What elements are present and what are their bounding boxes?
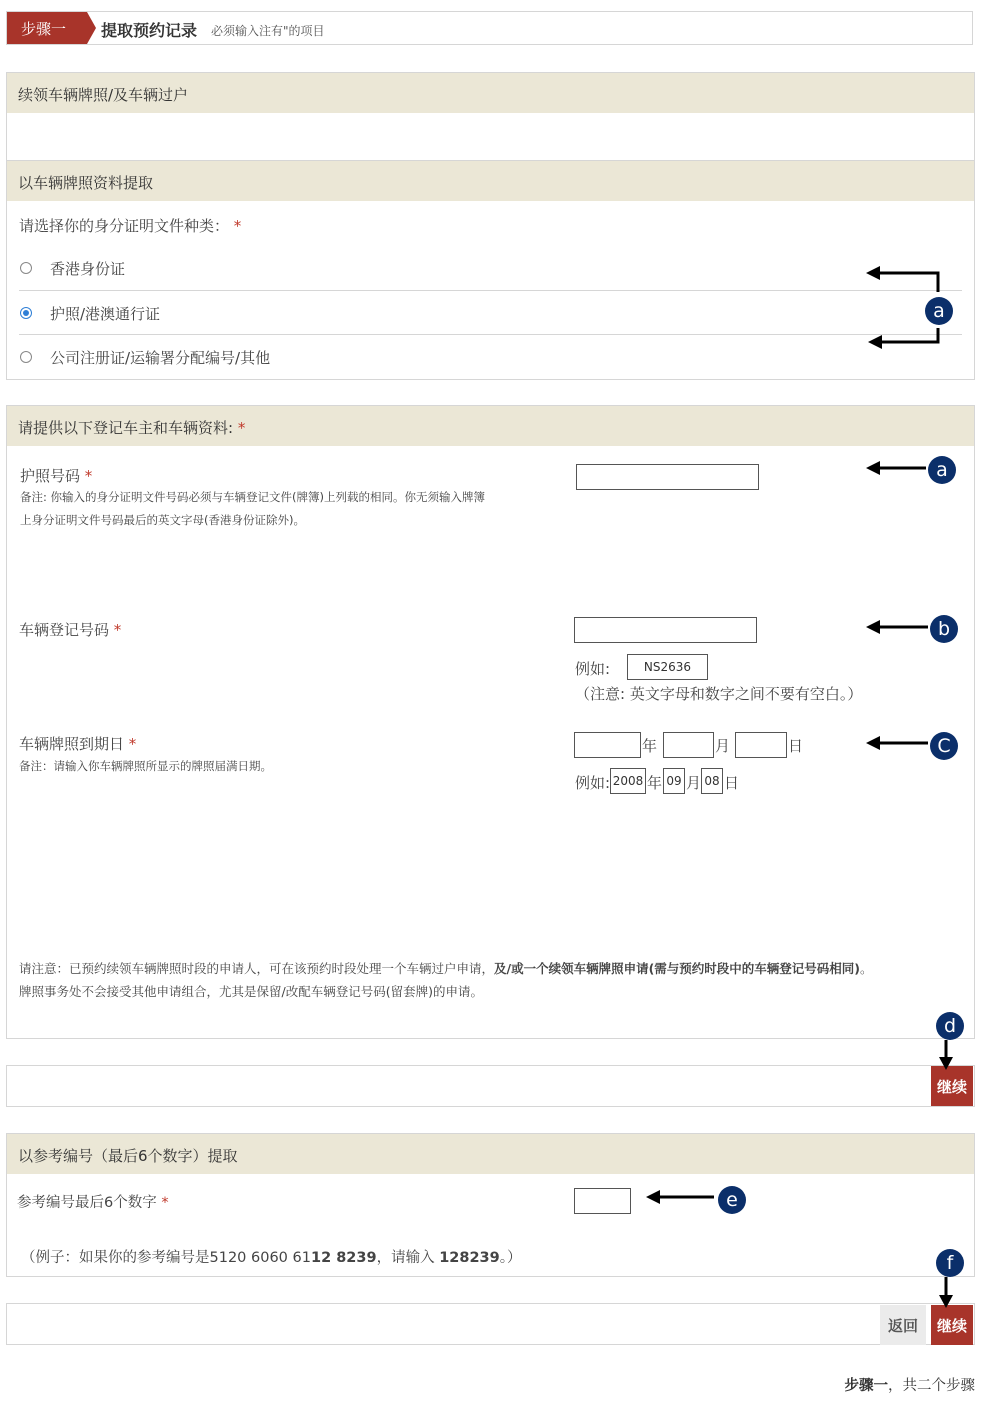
arrow-head [866, 266, 880, 280]
continue-button[interactable]: 继续 [931, 1066, 973, 1106]
arrow-head [939, 1295, 953, 1308]
annotation-badge-d: d [936, 1012, 964, 1040]
renew-section-title: 续领车辆牌照/及车辆过户 [7, 73, 974, 113]
radio-company-label[interactable]: 公司注册证/运输署分配编号/其他 [50, 349, 271, 367]
reference-example: （例子：如果你的参考编号是5120 6060 6112 8239，请输入 128239。） [21, 1250, 522, 1266]
reg-mark-hint: （注意: 英文字母和数字之间不要有空白。） [575, 685, 863, 703]
arrow-line [878, 273, 938, 292]
annotation-badge-c: C [930, 732, 958, 760]
reference-section-title: 以参考编号（最后6个数字）提取 [7, 1134, 974, 1174]
radio-hkid-label[interactable]: 香港身份证 [50, 260, 126, 278]
arrow-head [866, 736, 880, 750]
step-title: 提取预约记录 [101, 21, 198, 40]
reference-label: 参考编号最后6个数字 * [17, 1195, 169, 1211]
unit-day: 日 [788, 737, 804, 755]
arrow-head [939, 1057, 953, 1070]
example-unit-month: 月 [686, 774, 702, 792]
license-section-title: 以车辆牌照资料提取 [7, 161, 974, 201]
arrow-head [866, 620, 880, 634]
expiry-example-label: 例如: [575, 774, 611, 792]
reg-mark-example-value: NS2636 [627, 654, 708, 680]
unit-month: 月 [715, 737, 731, 755]
passport-note: 备注: 你输入的身分证明文件号码必须与车辆登记文件(牌簿)上列载的相同。你无须输入牌簿上身分证明文件号码最后的英文字母(香港身份证除外)。 [20, 490, 485, 527]
annotation-badge-a2: a [928, 456, 956, 484]
example-unit-year: 年 [647, 774, 663, 792]
annotation-badge-b: b [930, 615, 958, 643]
radio-passport-label[interactable]: 护照/港澳通行证 [50, 305, 161, 323]
expiry-note: 备注：请输入你车辆牌照所显示的牌照届满日期。 [19, 759, 272, 773]
annotation-badge-a: a [925, 297, 953, 325]
owner-section-title: 请提供以下登记车主和车辆资料: * [7, 406, 974, 446]
annotation-badge-e: e [718, 1186, 746, 1214]
step-badge: 步骤一 [7, 12, 87, 44]
notice-line-1: 请注意：已预约续领车辆牌照时段的申请人，可在该预约时段处理一个车辆过户申请，及/或一个续领车辆牌照申请(需与预约时段中的车辆登记号码相同)。 [19, 961, 873, 976]
back-button[interactable]: 返回 [880, 1305, 926, 1345]
passport-label: 护照号码 * [20, 467, 93, 485]
reg-mark-label: 车辆登记号码 * [19, 621, 122, 639]
unit-year: 年 [642, 737, 658, 755]
arrow-head [868, 335, 882, 349]
notice-line-2: 牌照事务处不会接受其他申请组合，尤其是保留/改配车辆登记号码(留套牌)的申请。 [19, 984, 483, 999]
expiry-example-day: 08 [701, 768, 723, 794]
example-unit-day: 日 [724, 774, 740, 792]
annotation-badge-f: f [936, 1249, 964, 1277]
expiry-example-year: 2008 [610, 768, 646, 794]
step-footer: 步骤一，共二个步骤 [844, 1378, 975, 1394]
expiry-example-month: 09 [663, 768, 685, 794]
arrow-line [880, 328, 938, 342]
arrow-head [646, 1190, 660, 1204]
continue-button-2[interactable]: 继续 [931, 1305, 973, 1345]
id-type-prompt: 请选择你的身分证明文件种类： * [19, 217, 242, 235]
reg-mark-example-label: 例如: [575, 660, 611, 678]
required-note: 必须输入注有"的项目 [211, 24, 325, 38]
arrow-head [866, 461, 880, 475]
expiry-label: 车辆牌照到期日 * [19, 735, 137, 753]
